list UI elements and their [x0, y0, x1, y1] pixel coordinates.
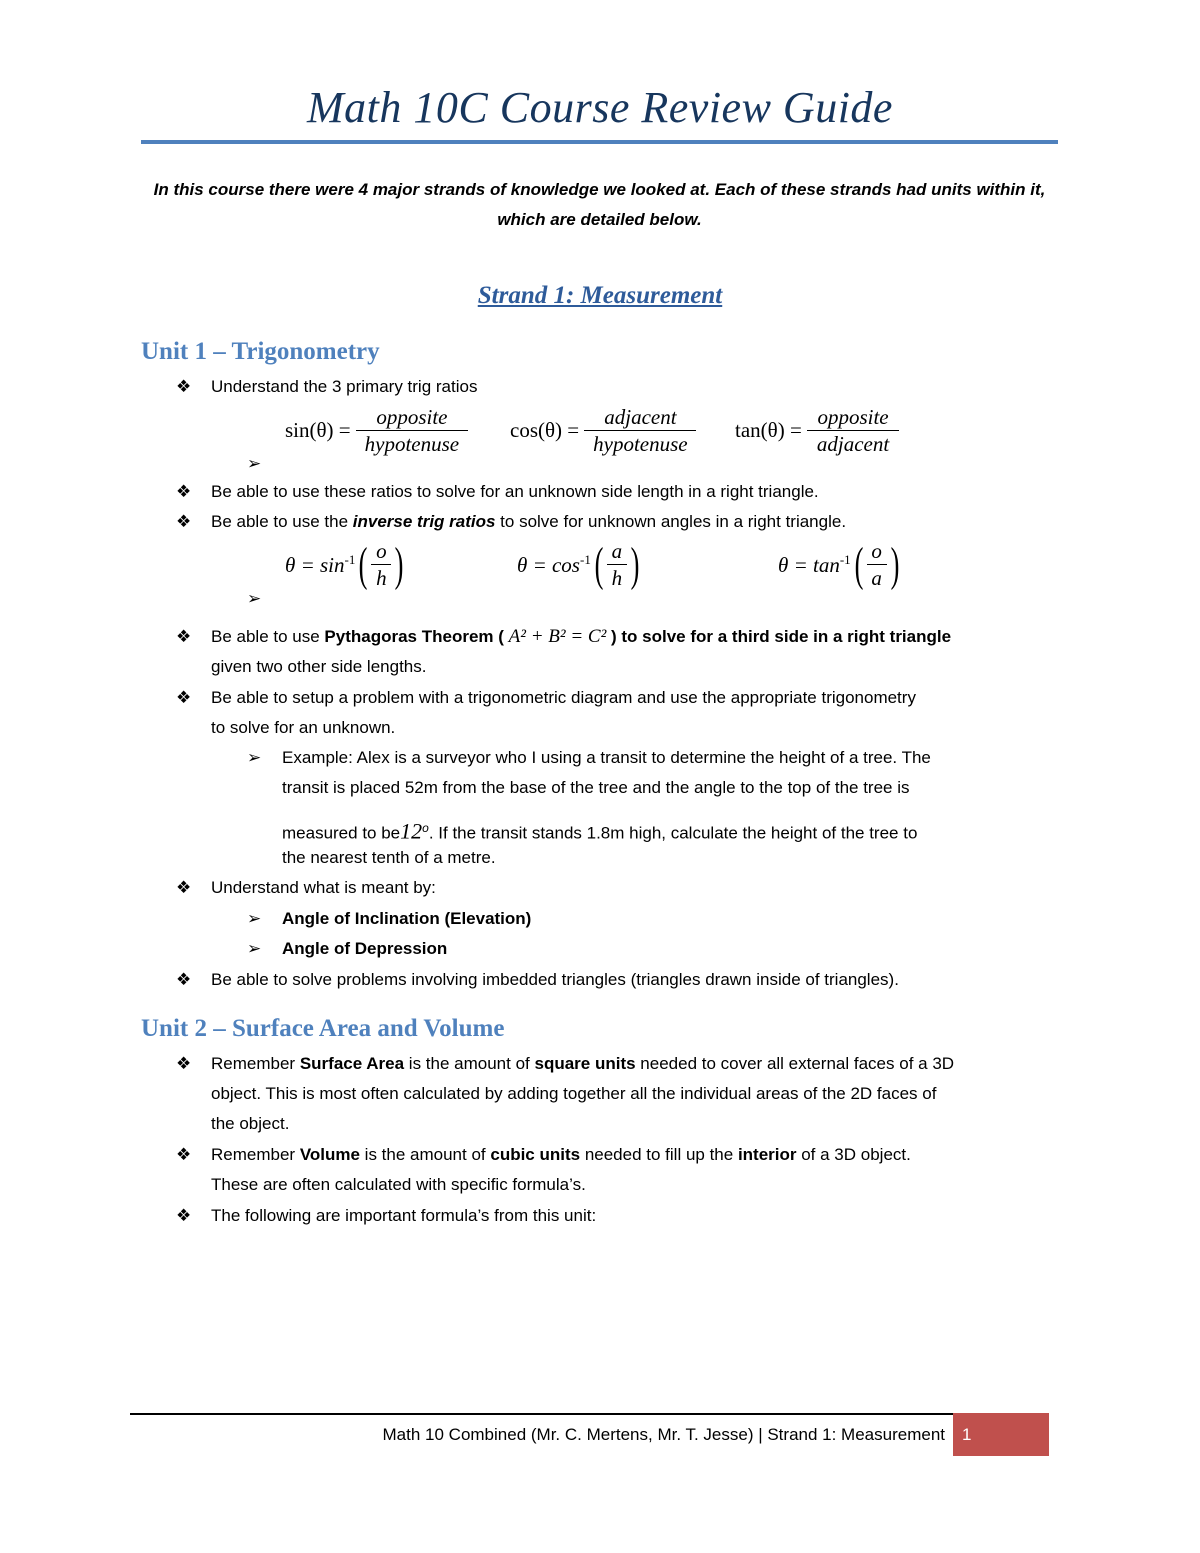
unit2-bullet-2: Remember Volume is the amount of cubic units needed to fill up the interior of a 3D object.	[211, 1145, 911, 1164]
unit1-bullet-2: Be able to use these ratios to solve for an unknown side length in a right triangle.	[211, 482, 819, 501]
bullet-icon: ❖	[176, 1145, 192, 1164]
bullet-icon: ❖	[176, 512, 192, 531]
unit1-bullet-7: Be able to solve problems involving imbedded triangles (triangles drawn inside of triangles).	[211, 970, 899, 989]
arrow-icon: ➢	[247, 589, 262, 608]
example-line-2: transit is placed 52m from the base of the tree and the angle to the top of the tree is	[282, 778, 910, 797]
strand-title: Strand 1: Measurement	[477, 282, 723, 309]
bullet-icon: ❖	[176, 482, 192, 501]
footer-text: Math 10 Combined (Mr. C. Mertens, Mr. T. Jesse) | Strand 1: Measurement	[382, 1425, 945, 1444]
arrow-icon: ➢	[247, 454, 262, 473]
bullet-icon: ❖	[176, 878, 192, 897]
bullet-icon: ❖	[176, 627, 192, 646]
sub-inclination: Angle of Inclination (Elevation)	[282, 909, 532, 928]
inverse-cos: $\theta = \cos^{-1}$( $\frac{a}{h}$ )	[517, 538, 640, 591]
example-line-4: the nearest tenth of a metre.	[282, 848, 496, 867]
page-title: Math 10C Course Review Guide	[307, 83, 893, 132]
sin-ratio: sin(θ) = $\frac{\text{opposite}}{\text{hypotenuse}}$	[285, 404, 468, 457]
unit1-bullet-6: Understand what is meant by:	[211, 878, 436, 897]
inverse-tan: $\theta = \tan^{-1}$( $\frac{o}{a}$ )	[778, 538, 900, 591]
unit1-bullet-1: Understand the 3 primary trig ratios	[211, 377, 478, 396]
unit1-bullet-4-cont: given two other side lengths.	[211, 657, 427, 676]
unit2-bullet-1-cont2: the object.	[211, 1114, 290, 1133]
unit1-bullet-5-cont: to solve for an unknown.	[211, 718, 396, 737]
arrow-icon: ➢	[247, 748, 262, 767]
sub-depression: Angle of Depression	[282, 939, 448, 958]
unit-2-heading: Unit 2 – Surface Area and Volume	[141, 1015, 505, 1042]
footer-rule	[130, 1413, 1046, 1415]
unit1-bullet-3: Be able to use the inverse trig ratios to solve for unknown angles in a right triangle.	[211, 512, 847, 531]
arrow-icon: ➢	[247, 909, 262, 928]
bullet-icon: ❖	[176, 377, 192, 396]
cos-ratio: cos(θ) = $\frac{\text{adjacent}}{\text{hypotenuse}}$	[510, 404, 696, 457]
bullet-icon: ❖	[176, 970, 192, 989]
bullet-icon: ❖	[176, 1054, 192, 1073]
unit2-bullet-3: The following are important formula’s from this unit:	[211, 1206, 597, 1225]
unit2-bullet-1-cont: object. This is most often calculated by adding together all the individual areas of the 2D faces of	[211, 1084, 937, 1103]
unit1-bullet-5: Be able to setup a problem with a trigonometric diagram and use the appropriate trigonometry	[211, 688, 916, 707]
bullet-icon: ❖	[176, 1206, 192, 1225]
inverse-sin: $\theta = \sin^{-1}$( $\frac{o}{h}$ )	[285, 538, 404, 591]
arrow-icon: ➢	[247, 939, 262, 958]
unit2-bullet-1: Remember Surface Area is the amount of square units needed to cover all external faces of a 3D	[211, 1054, 955, 1073]
bullet-icon: ❖	[176, 688, 192, 707]
unit1-bullet-4: Be able to use Pythagoras Theorem ( A² + B² = C² ) to solve for a third side in a right triangle	[211, 626, 952, 647]
unit2-bullet-2-cont: These are often calculated with specific formula’s.	[211, 1175, 586, 1194]
example-line-3: measured to be12$^o$. If the transit stands 1.8m high, calculate the height of the tree to	[282, 818, 918, 844]
example-line-1: Example: Alex is a surveyor who I using a transit to determine the height of a tree. The	[282, 748, 931, 767]
intro-text: In this course there were 4 major strands of knowledge we looked at. Each of these strands had units within it, which are detailed below.	[153, 180, 1046, 229]
unit-1-heading: Unit 1 – Trigonometry	[141, 338, 380, 365]
title-rule	[141, 140, 1058, 144]
page-number: 1	[962, 1425, 972, 1444]
tan-ratio: tan(θ) = $\frac{\text{opposite}}{\text{adjacent}}$	[735, 404, 899, 457]
